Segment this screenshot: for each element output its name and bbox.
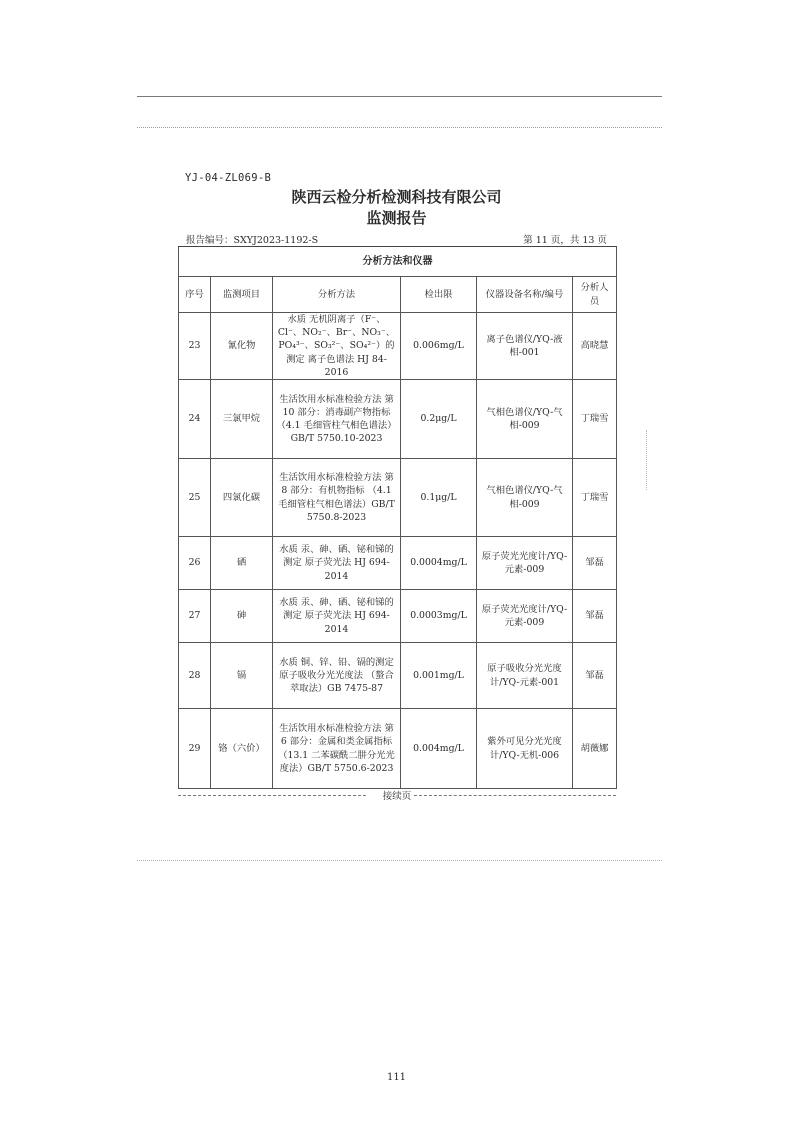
- column-header-method: 分析方法: [273, 277, 401, 313]
- cell-item: 砷: [211, 590, 273, 643]
- table-row: [179, 380, 617, 459]
- continue-label: [178, 788, 616, 802]
- cell-no: 24: [179, 380, 211, 459]
- cell-analyst: 邹磊: [573, 643, 617, 709]
- cell-item: 铬（六价）: [211, 709, 273, 789]
- report-number: 报告编号：SXYJ2023-1192-S: [186, 235, 319, 246]
- cell-no: 28: [179, 643, 211, 709]
- cell-analyst: 胡薇娜: [573, 709, 617, 789]
- cell-analyst: 高晓慧: [573, 313, 617, 380]
- company-name: 陕西云检分析检测科技有限公司: [291, 188, 502, 206]
- table-row: [179, 709, 617, 789]
- cell-limit: 0.006mg/L: [401, 313, 477, 380]
- column-header-item: 监测项目: [211, 277, 273, 313]
- cell-item: 硒: [211, 537, 273, 590]
- cell-method: 水质 汞、砷、硒、铋和锑的测定 原子荧光法 HJ 694-2014: [273, 590, 401, 643]
- table-row: [179, 590, 617, 643]
- cell-limit: 0.001mg/L: [401, 643, 477, 709]
- cell-analyst: 邹磊: [573, 590, 617, 643]
- cell-limit: 0.1μg/L: [401, 459, 477, 537]
- cell-no: 25: [179, 459, 211, 537]
- column-header-limit: 检出限: [401, 277, 477, 313]
- table-row: [179, 313, 617, 380]
- cell-item: 三氯甲烷: [211, 380, 273, 459]
- table-header-row: [179, 277, 617, 313]
- cell-method: 水质 汞、砷、硒、铋和锑的测定 原子荧光法 HJ 694-2014: [273, 537, 401, 590]
- document-code: YJ-04-ZL069-B: [185, 172, 272, 184]
- cell-limit: 0.0004mg/L: [401, 537, 477, 590]
- cell-method: 生活饮用水标准检验方法 第 10 部分：消毒副产物指标 （4.1 毛细管柱气相色谱法）GB/T 5750.10-2023: [273, 380, 401, 459]
- cell-method: 生活饮用水标准检验方法 第 8 部分：有机物指标 （4.1 毛细管柱气相色谱法）GB/T 5750.8-2023: [273, 459, 401, 537]
- cell-limit: 0.0003mg/L: [401, 590, 477, 643]
- cell-instrument: 气相色谱仪/YQ-气相-009: [477, 380, 573, 459]
- cell-no: 27: [179, 590, 211, 643]
- methods-table-wrapper: [178, 246, 616, 789]
- margin-marks: [646, 430, 651, 490]
- top-rule: [137, 96, 662, 97]
- table-row: [179, 643, 617, 709]
- continue-marker: [178, 788, 616, 802]
- cell-limit: 0.2μg/L: [401, 380, 477, 459]
- top-dotted-rule: [137, 127, 662, 128]
- cell-instrument: 原子荧光光度计/YQ-元素-009: [477, 590, 573, 643]
- cell-no: 26: [179, 537, 211, 590]
- column-header-analyst: 分析人员: [573, 277, 617, 313]
- cell-instrument: 气相色谱仪/YQ-气相-009: [477, 459, 573, 537]
- page-info: 第 11 页，共 13 页: [523, 235, 607, 246]
- cell-limit: 0.004mg/L: [401, 709, 477, 789]
- cell-item: 四氯化碳: [211, 459, 273, 537]
- cell-no: 29: [179, 709, 211, 789]
- bottom-rule: [137, 860, 662, 861]
- column-header-no: 序号: [179, 277, 211, 313]
- cell-instrument: 原子吸收分光光度计/YQ-元素-001: [477, 643, 573, 709]
- table-caption: 分析方法和仪器: [179, 247, 617, 277]
- cell-method: 水质 无机阴离子（F⁻、Cl⁻、NO₂⁻、Br⁻、NO₃⁻、PO₄³⁻、SO₃²⁻、SO₄²⁻）的测定 离子色谱法 HJ 84-2016: [273, 313, 401, 380]
- cell-item: 氰化物: [211, 313, 273, 380]
- cell-analyst: 丁瑞雪: [573, 459, 617, 537]
- table-row: [179, 537, 617, 590]
- column-header-instrument: 仪器设备名称/编号: [477, 277, 573, 313]
- cell-instrument: 原子荧光光度计/YQ-元素-009: [477, 537, 573, 590]
- page-number: 111: [386, 1072, 407, 1083]
- cell-analyst: 丁瑞雪: [573, 380, 617, 459]
- table-row: [179, 459, 617, 537]
- cell-instrument: 离子色谱仪/YQ-液相-001: [477, 313, 573, 380]
- cell-no: 23: [179, 313, 211, 380]
- cell-method: 水质 铜、锌、铅、镉的测定 原子吸收分光光度法 （螯合萃取法）GB 7475-87: [273, 643, 401, 709]
- cell-method: 生活饮用水标准检验方法 第 6 部分：金属和类金属指标 （13.1 二苯碳酰二肼分光光度法）GB/T 5750.6-2023: [273, 709, 401, 789]
- continue-text: 接续页: [382, 791, 412, 802]
- report-title: 监测报告: [366, 209, 427, 227]
- cell-analyst: 邹磊: [573, 537, 617, 590]
- cell-item: 镉: [211, 643, 273, 709]
- cell-instrument: 紫外可见分光光度计/YQ-无机-006: [477, 709, 573, 789]
- methods-table: [178, 246, 617, 789]
